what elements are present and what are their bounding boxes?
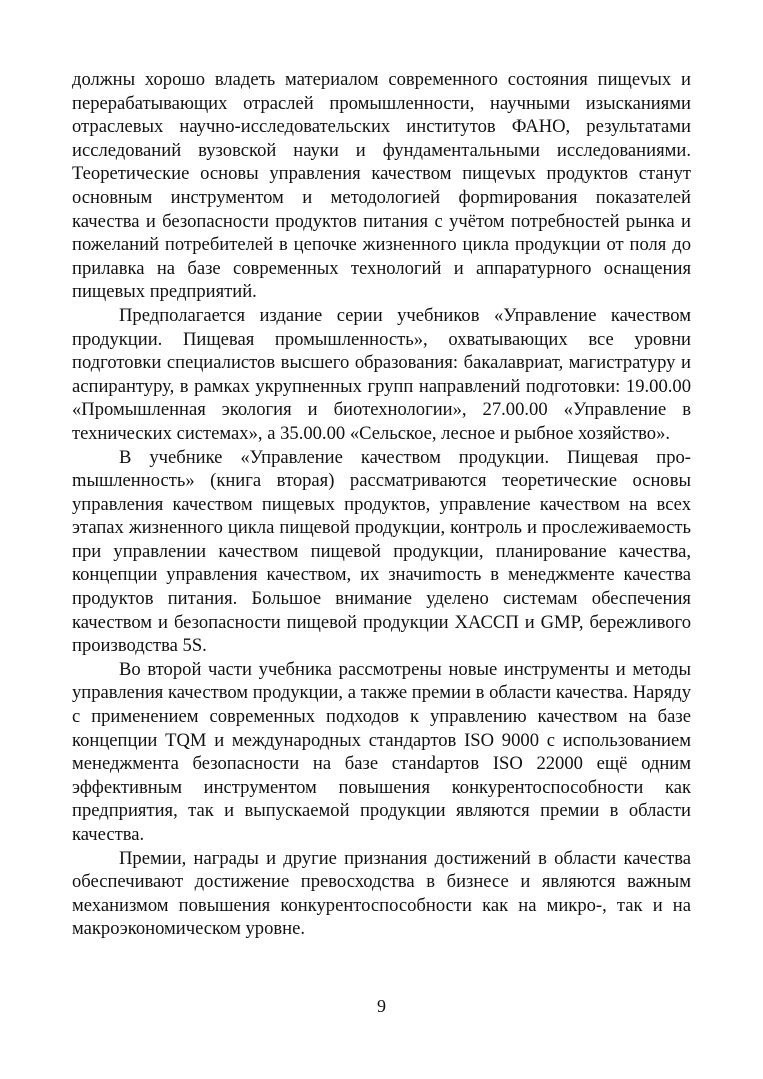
page-body	[72, 68, 691, 941]
page-number: 9	[377, 996, 386, 1016]
paragraph-2: Предполагается издание серии учебников «Управление качеством продукции. Пищевая промышленность», охватывающих все уровни подготовки специалистов высшего образования: бакалавриат, магистратуру и аспирантуру, в рамках укрупненных групп направлений подготовки: 19.00.00 «Промышленная экология и биотехнологии», 27.00.00 «Управление в технических системах», а 35.00.00 «Сельское, лесное и рыбное хозяйство».	[72, 304, 691, 444]
paragraph-1: должны хорошо владеть материалом современного состояния пищеvых и перерабатывающих отраслей промышленности, научными изысканиями отраслевых научно-исследовательских институтов ФАНО, результатами исследований вузовской науки и фундаментальными исследованиями. Теоретические основы управления качеством пищеvых продуктов станут основным инструментом и методологией форmирования показателей качества и безопасности продуктов питания с учётом потребностей рынка и пожеланий потребителей в цепочке жизненного цикла продукции от поля до прилавка на базе современных технологий и аппаратурного оснащения пищевых предприятий.	[72, 69, 691, 303]
paragraph-4: Во второй части учебника рассмотрены новые инструменты и методы управления качеством продукции, а также премии в области качества. Наряду с применением современных подходов к управлению качеством на базе концепции TQM и международных стандартов ISO 9000 с использованием менеджмента безопасности на базе станdартов ISO 22000 ещё одним эффективным инструментом повышения конкурентоспособности как предприятия, так и выпускаемой продукции являются премии в области качества.	[72, 658, 691, 845]
paragraph-5: Премии, награды и другие признания достижений в области качества обеспечивают достижение превосходства в бизнесе и являются важным механизмом повышения конкурентоспособности как на микро-, так и на макроэкономическом уровне.	[72, 847, 691, 940]
paragraph-3: В учебнике «Управление качеством продукции. Пищевая проmышленность» (книга вторая) рассматриваются теоретические основы управления качеством пищевых продуктов, управление качеством на всех этапах жизненного цикла пищевой продукции, контроль и прослеживаемость при управлении качеством пищевой продукции, планирование качества, концепции управления качеством, их значиmость в менеджменте качества продуктов питания. Большое внимание уделено системам обеспечения качеством и безопасности пищевой продукции ХАССП и GMP, бережливого производства 5S.	[72, 446, 691, 657]
